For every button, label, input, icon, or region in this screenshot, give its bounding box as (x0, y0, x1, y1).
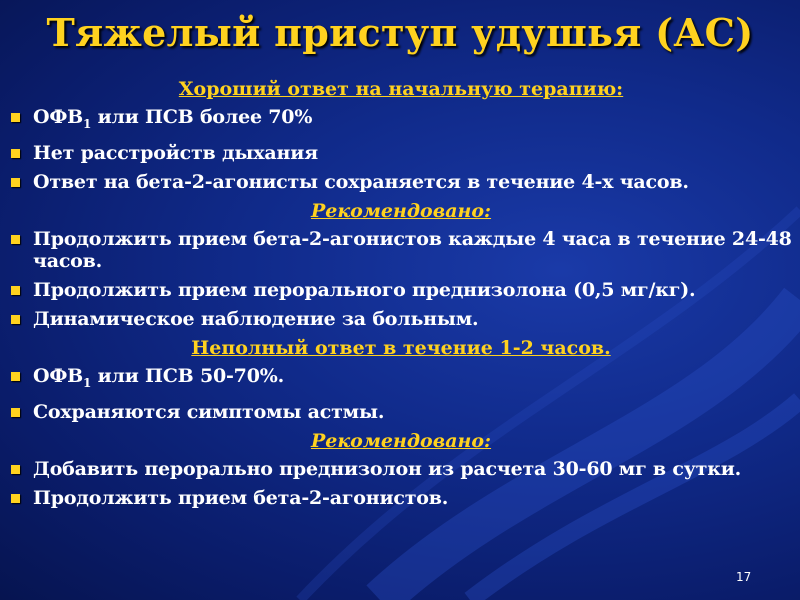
bullet-item (8, 279, 794, 301)
bullet-item (8, 458, 794, 480)
bullet-item (8, 228, 794, 272)
bullet-text (33, 142, 318, 164)
square-bullet-icon (11, 286, 20, 295)
bullet-text (33, 458, 741, 480)
square-bullet-icon (11, 149, 20, 158)
bullet-text-subscript: 1 (83, 375, 92, 390)
bullet-item (8, 365, 794, 394)
square-bullet-icon (11, 315, 20, 324)
bullet-text (33, 365, 284, 394)
bullet-text-main: Нет расстройств дыхания (33, 141, 318, 164)
bullet-text-tail: или ПСВ более 70% (91, 106, 313, 128)
square-bullet-icon (11, 494, 20, 503)
bullet-text-main: Сохраняются симптомы астмы. (33, 400, 385, 423)
slide-number: 17 (736, 570, 752, 584)
bullet-text-subscript: 1 (83, 116, 92, 131)
bullet-text (33, 106, 312, 135)
section-heading: Рекомендовано: (310, 429, 492, 452)
bullet-text-main: Продолжить прием бета-2-агонистов каждые 4 часа в течение 24-48 часов. (33, 227, 792, 272)
square-bullet-icon (11, 235, 20, 244)
square-bullet-icon (11, 408, 20, 417)
bullet-text (33, 487, 448, 509)
bullet-item (8, 401, 794, 423)
section-heading: Рекомендовано: (310, 199, 492, 222)
bullet-text-main: Продолжить прием бета-2-агонистов. (33, 486, 449, 509)
bullet-text-main: Добавить перорально преднизолон из расчета 30-60 мг в сутки. (33, 457, 742, 480)
slide-title: Тяжелый приступ удушья (АС) (46, 10, 754, 55)
bullet-item (8, 487, 794, 509)
bullet-text-main: Продолжить прием перорального преднизолона (0,5 мг/кг). (33, 278, 696, 301)
bullet-item (8, 106, 794, 135)
bullet-text-tail: или ПСВ 50-70%. (91, 364, 284, 387)
bullet-text (33, 228, 794, 272)
bullet-item (8, 142, 794, 164)
bullet-text-main: ОФВ (33, 106, 84, 128)
bullet-text-main: ОФВ (33, 364, 84, 387)
square-bullet-icon (11, 465, 20, 474)
bullet-text (33, 279, 695, 301)
bullet-item (8, 308, 794, 330)
section-heading: Неполный ответ в течение 1-2 часов. (191, 336, 611, 359)
bullet-text-main: Ответ на бета-2-агонисты сохраняется в течение 4-х часов. (33, 170, 689, 193)
bullet-text (33, 401, 384, 423)
square-bullet-icon (11, 178, 20, 187)
bullet-text-main: Динамическое наблюдение за больным. (33, 307, 479, 330)
square-bullet-icon (11, 372, 20, 381)
bullet-item (8, 171, 794, 193)
slide-content (8, 78, 794, 516)
section-heading: Хороший ответ на начальную терапию: (178, 78, 624, 100)
bullet-text (33, 308, 478, 330)
bullet-text (33, 171, 689, 193)
square-bullet-icon (11, 113, 20, 122)
